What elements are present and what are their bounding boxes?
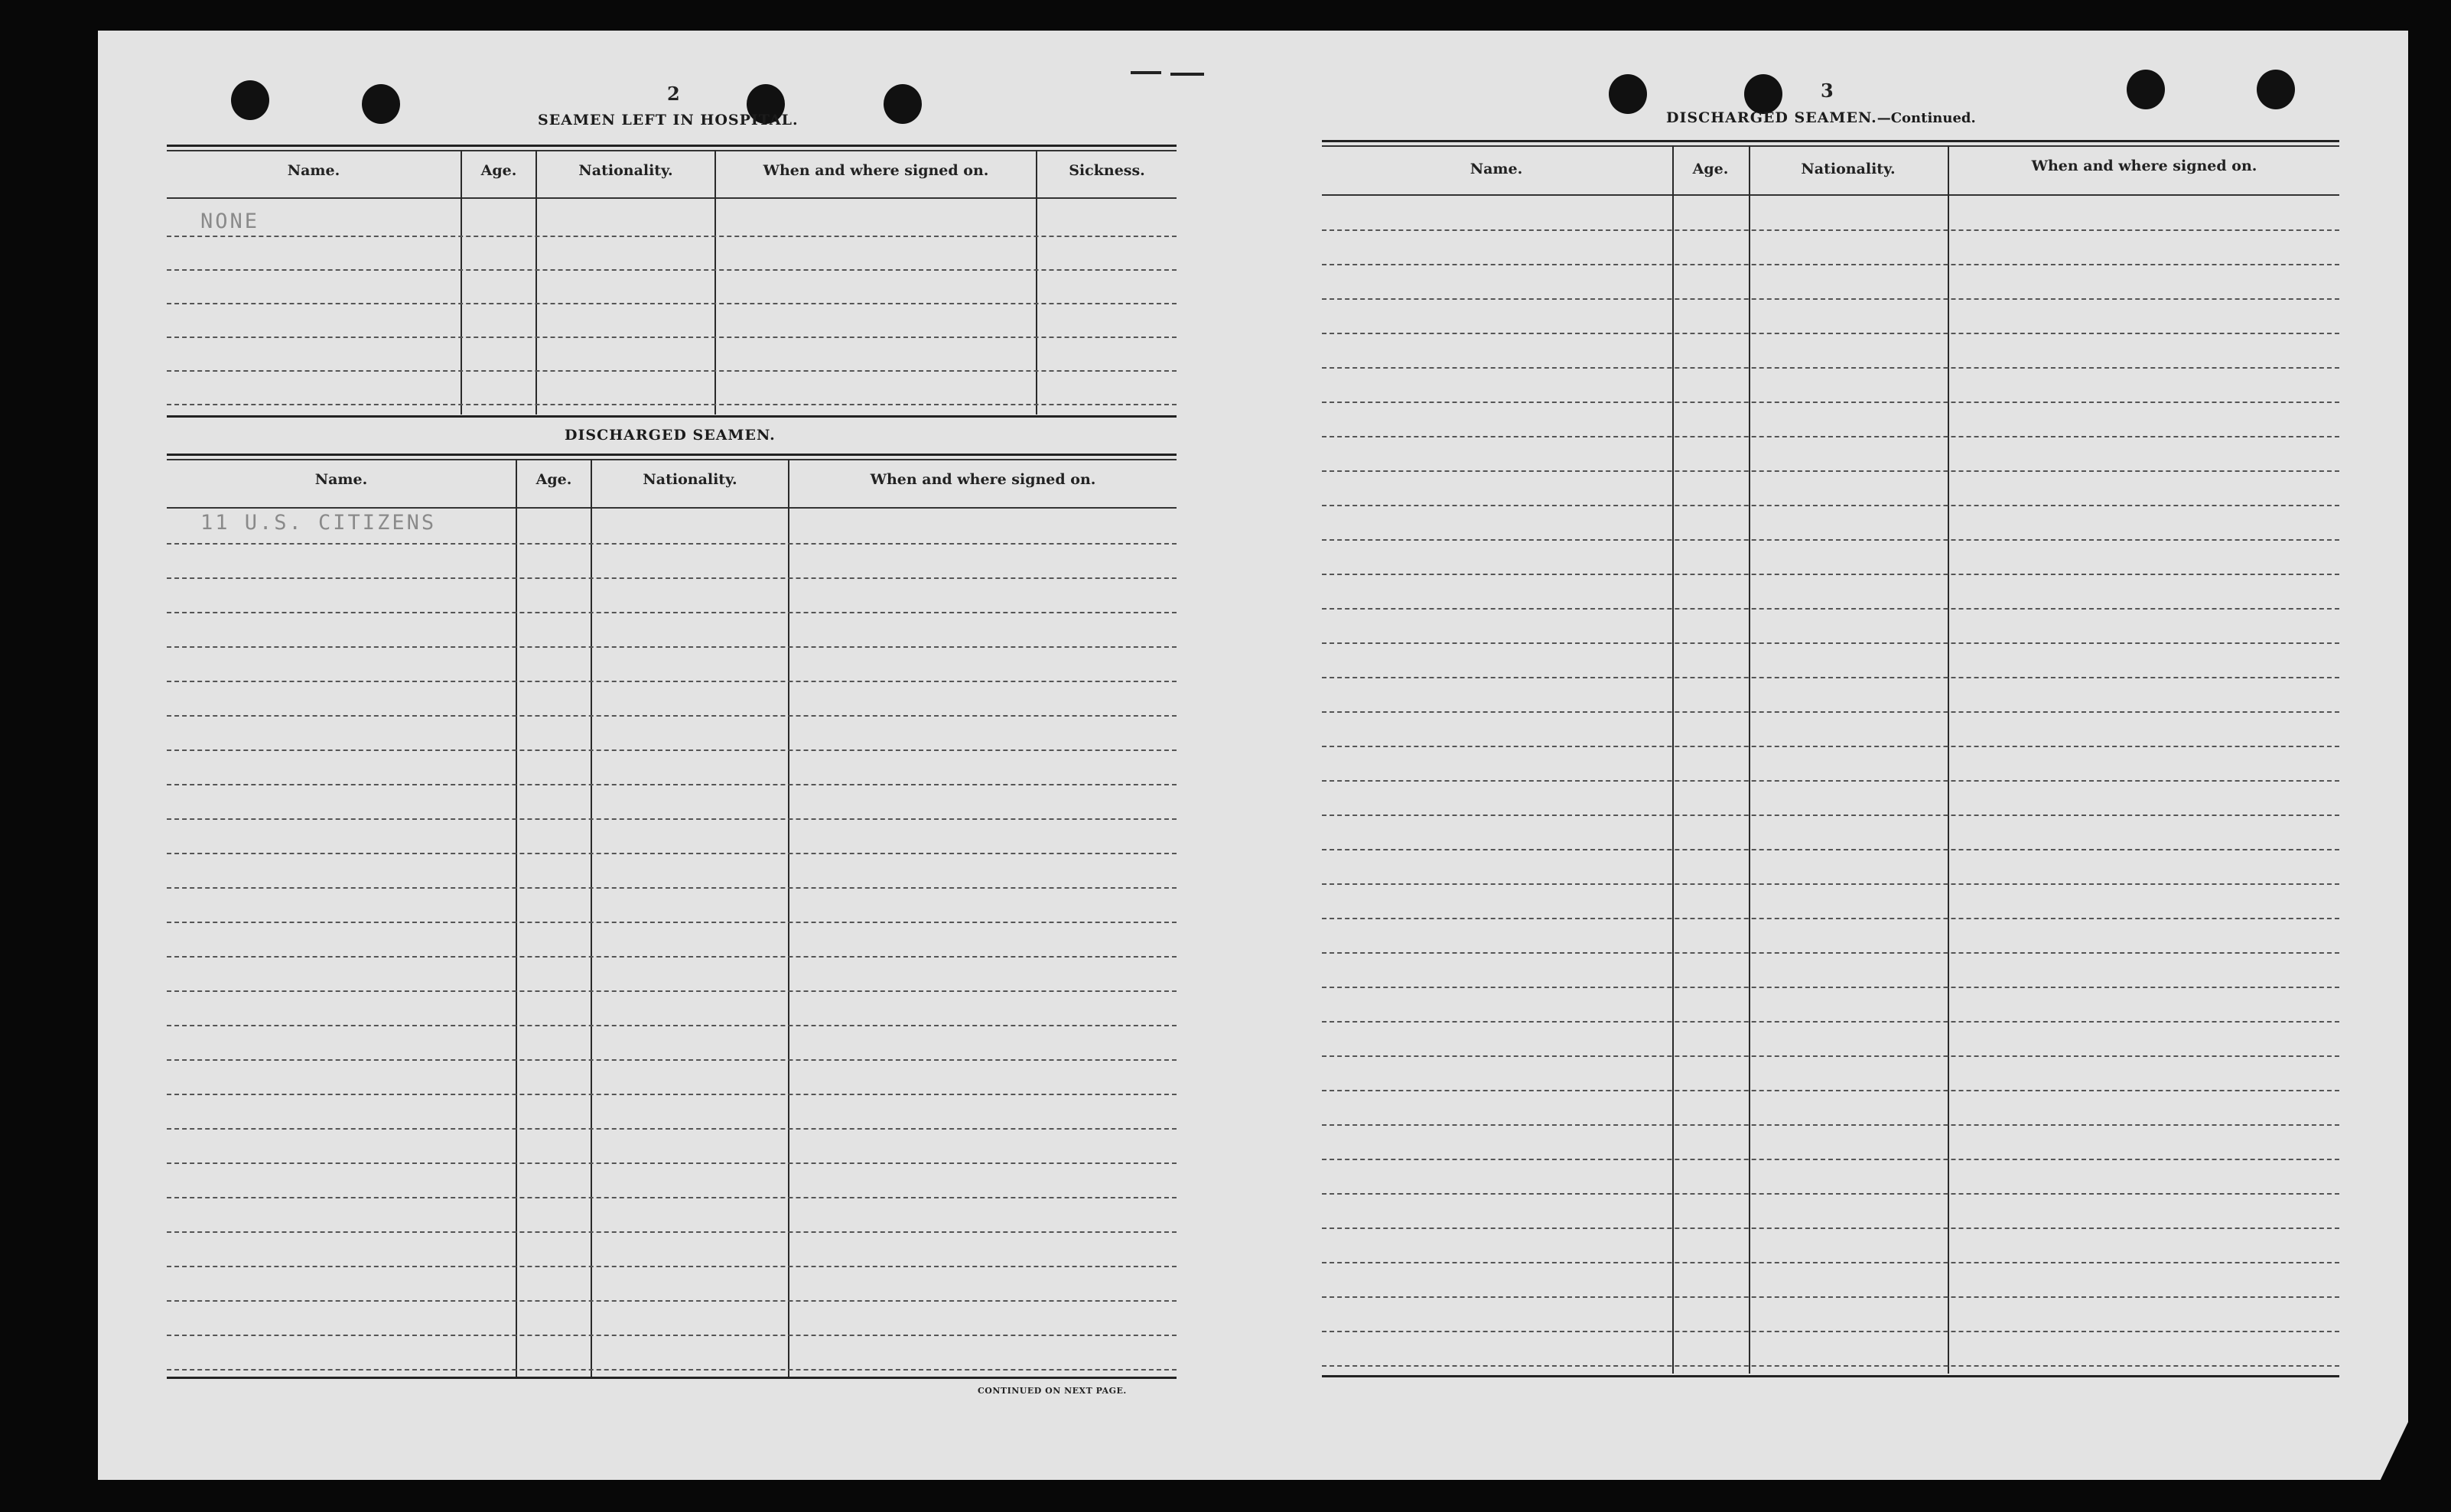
entry-line [167,269,1177,271]
entry-line [167,646,1177,648]
column-divider [1749,145,1750,1374]
entry-line [1322,1365,2339,1367]
table-bottom-rule [167,1377,1177,1379]
punch-hole [1744,74,1782,114]
column-divider [516,459,517,1377]
entry-line [167,1197,1177,1198]
column-divider [591,459,592,1377]
page-number-left: 2 [667,83,680,105]
right-section-title [1666,109,1976,126]
header-bottom-rule [167,507,1177,509]
entry-line [167,1162,1177,1164]
column-header-name: Name. [287,162,340,179]
entry-line [1322,1331,2339,1332]
entry-line [1322,574,2339,575]
entry-line [167,370,1177,372]
entry-line [1322,1227,2339,1229]
entry-line [167,236,1177,237]
entry-line [1322,436,2339,437]
entry-line [1322,1262,2339,1263]
column-divider [1948,145,1949,1374]
column-divider [461,150,462,415]
column-header-nationality: Nationality. [578,162,673,179]
column-divider [1036,150,1037,415]
entry-line [1322,505,2339,506]
entry-line [167,303,1177,304]
entry-line [167,749,1177,751]
header-bottom-rule [1322,194,2339,196]
entry-line [167,1369,1177,1371]
entry-line [1322,677,2339,678]
column-header-name: Name. [1470,161,1523,177]
table-top-rule [167,459,1177,460]
header-bottom-rule [167,197,1177,199]
page-number-right: 3 [1821,80,1834,102]
entry-line [167,577,1177,579]
column-header-age: Age. [480,162,517,179]
hospital-section-title: SEAMEN LEFT IN HOSPITAL. [538,112,799,128]
section-rule [167,415,1177,418]
entry-line [167,1025,1177,1026]
ink-mark [1131,71,1161,74]
column-header-nationality: Nationality. [1801,161,1896,177]
entry-line [1322,815,2339,816]
entry-line [1322,367,2339,369]
entry-line [167,715,1177,717]
entry-line [1322,780,2339,782]
continued-note: CONTINUED ON NEXT PAGE. [978,1386,1127,1396]
entry-line [167,784,1177,785]
column-divider [535,150,537,415]
entry-line [167,612,1177,613]
entry-line [167,1059,1177,1061]
punch-hole [2127,70,2165,109]
entry-line [1322,298,2339,300]
entry-line [167,681,1177,682]
column-divider [714,150,716,415]
entry-line [1322,229,2339,231]
right-section-title-suffix: —Continued. [1876,110,1976,126]
entry-line [1322,1124,2339,1126]
table-bottom-rule [1322,1375,2339,1377]
entry-line [167,404,1177,405]
entry-line [167,922,1177,923]
discharged-section-title: DISCHARGED SEAMEN. [565,427,776,444]
entry-line [1322,402,2339,403]
entry-line [167,853,1177,854]
table-top-rule [1322,145,2339,147]
right-section-title-main: DISCHARGED SEAMEN. [1666,109,1877,126]
entry-line [167,990,1177,992]
entry-line [167,1094,1177,1095]
entry-line [1322,883,2339,885]
entry-line [167,1335,1177,1336]
entry-line [1322,1159,2339,1160]
column-divider [788,459,789,1377]
entry-line [1322,1055,2339,1057]
entry-line [1322,539,2339,541]
entry-line [1322,470,2339,472]
entry-line [1322,1296,2339,1298]
discharged-entry: 11 U.S. CITIZENS [200,511,437,535]
column-header-signed-on: When and where signed on. [763,162,989,179]
entry-line [1322,849,2339,850]
entry-line [1322,1090,2339,1091]
entry-line [1322,987,2339,988]
entry-line [1322,333,2339,334]
column-header-age: Age. [535,471,572,488]
punch-hole [362,84,400,124]
entry-line [1322,711,2339,713]
entry-line [167,887,1177,889]
table-top-rule [167,150,1177,151]
entry-line [1322,1021,2339,1023]
column-header-name: Name. [314,471,368,488]
table-top-rule [167,145,1177,147]
column-header-sickness: Sickness. [1069,162,1145,179]
entry-line [1322,642,2339,644]
entry-line [1322,608,2339,610]
table-top-rule [167,454,1177,456]
entry-line [167,543,1177,545]
entry-line [167,1231,1177,1233]
column-divider [1672,145,1674,1374]
entry-line [167,1300,1177,1302]
entry-line [1322,918,2339,919]
table-top-rule [1322,140,2339,142]
punch-hole [884,84,922,124]
entry-line [1322,746,2339,747]
column-header-signed-on: When and where signed on. [2031,158,2257,174]
ink-mark [1170,73,1204,76]
column-header-signed-on: When and where signed on. [870,471,1096,488]
hospital-entry: NONE [200,210,260,233]
punch-hole [2257,70,2295,109]
entry-line [167,1128,1177,1130]
entry-line [167,956,1177,958]
entry-line [167,337,1177,338]
punch-hole [231,80,269,120]
entry-line [1322,1193,2339,1195]
entry-line [167,1266,1177,1267]
entry-line [167,818,1177,820]
column-header-age: Age. [1692,161,1729,177]
punch-hole [1609,74,1647,114]
entry-line [1322,952,2339,954]
entry-line [1322,264,2339,265]
column-header-nationality: Nationality. [643,471,737,488]
